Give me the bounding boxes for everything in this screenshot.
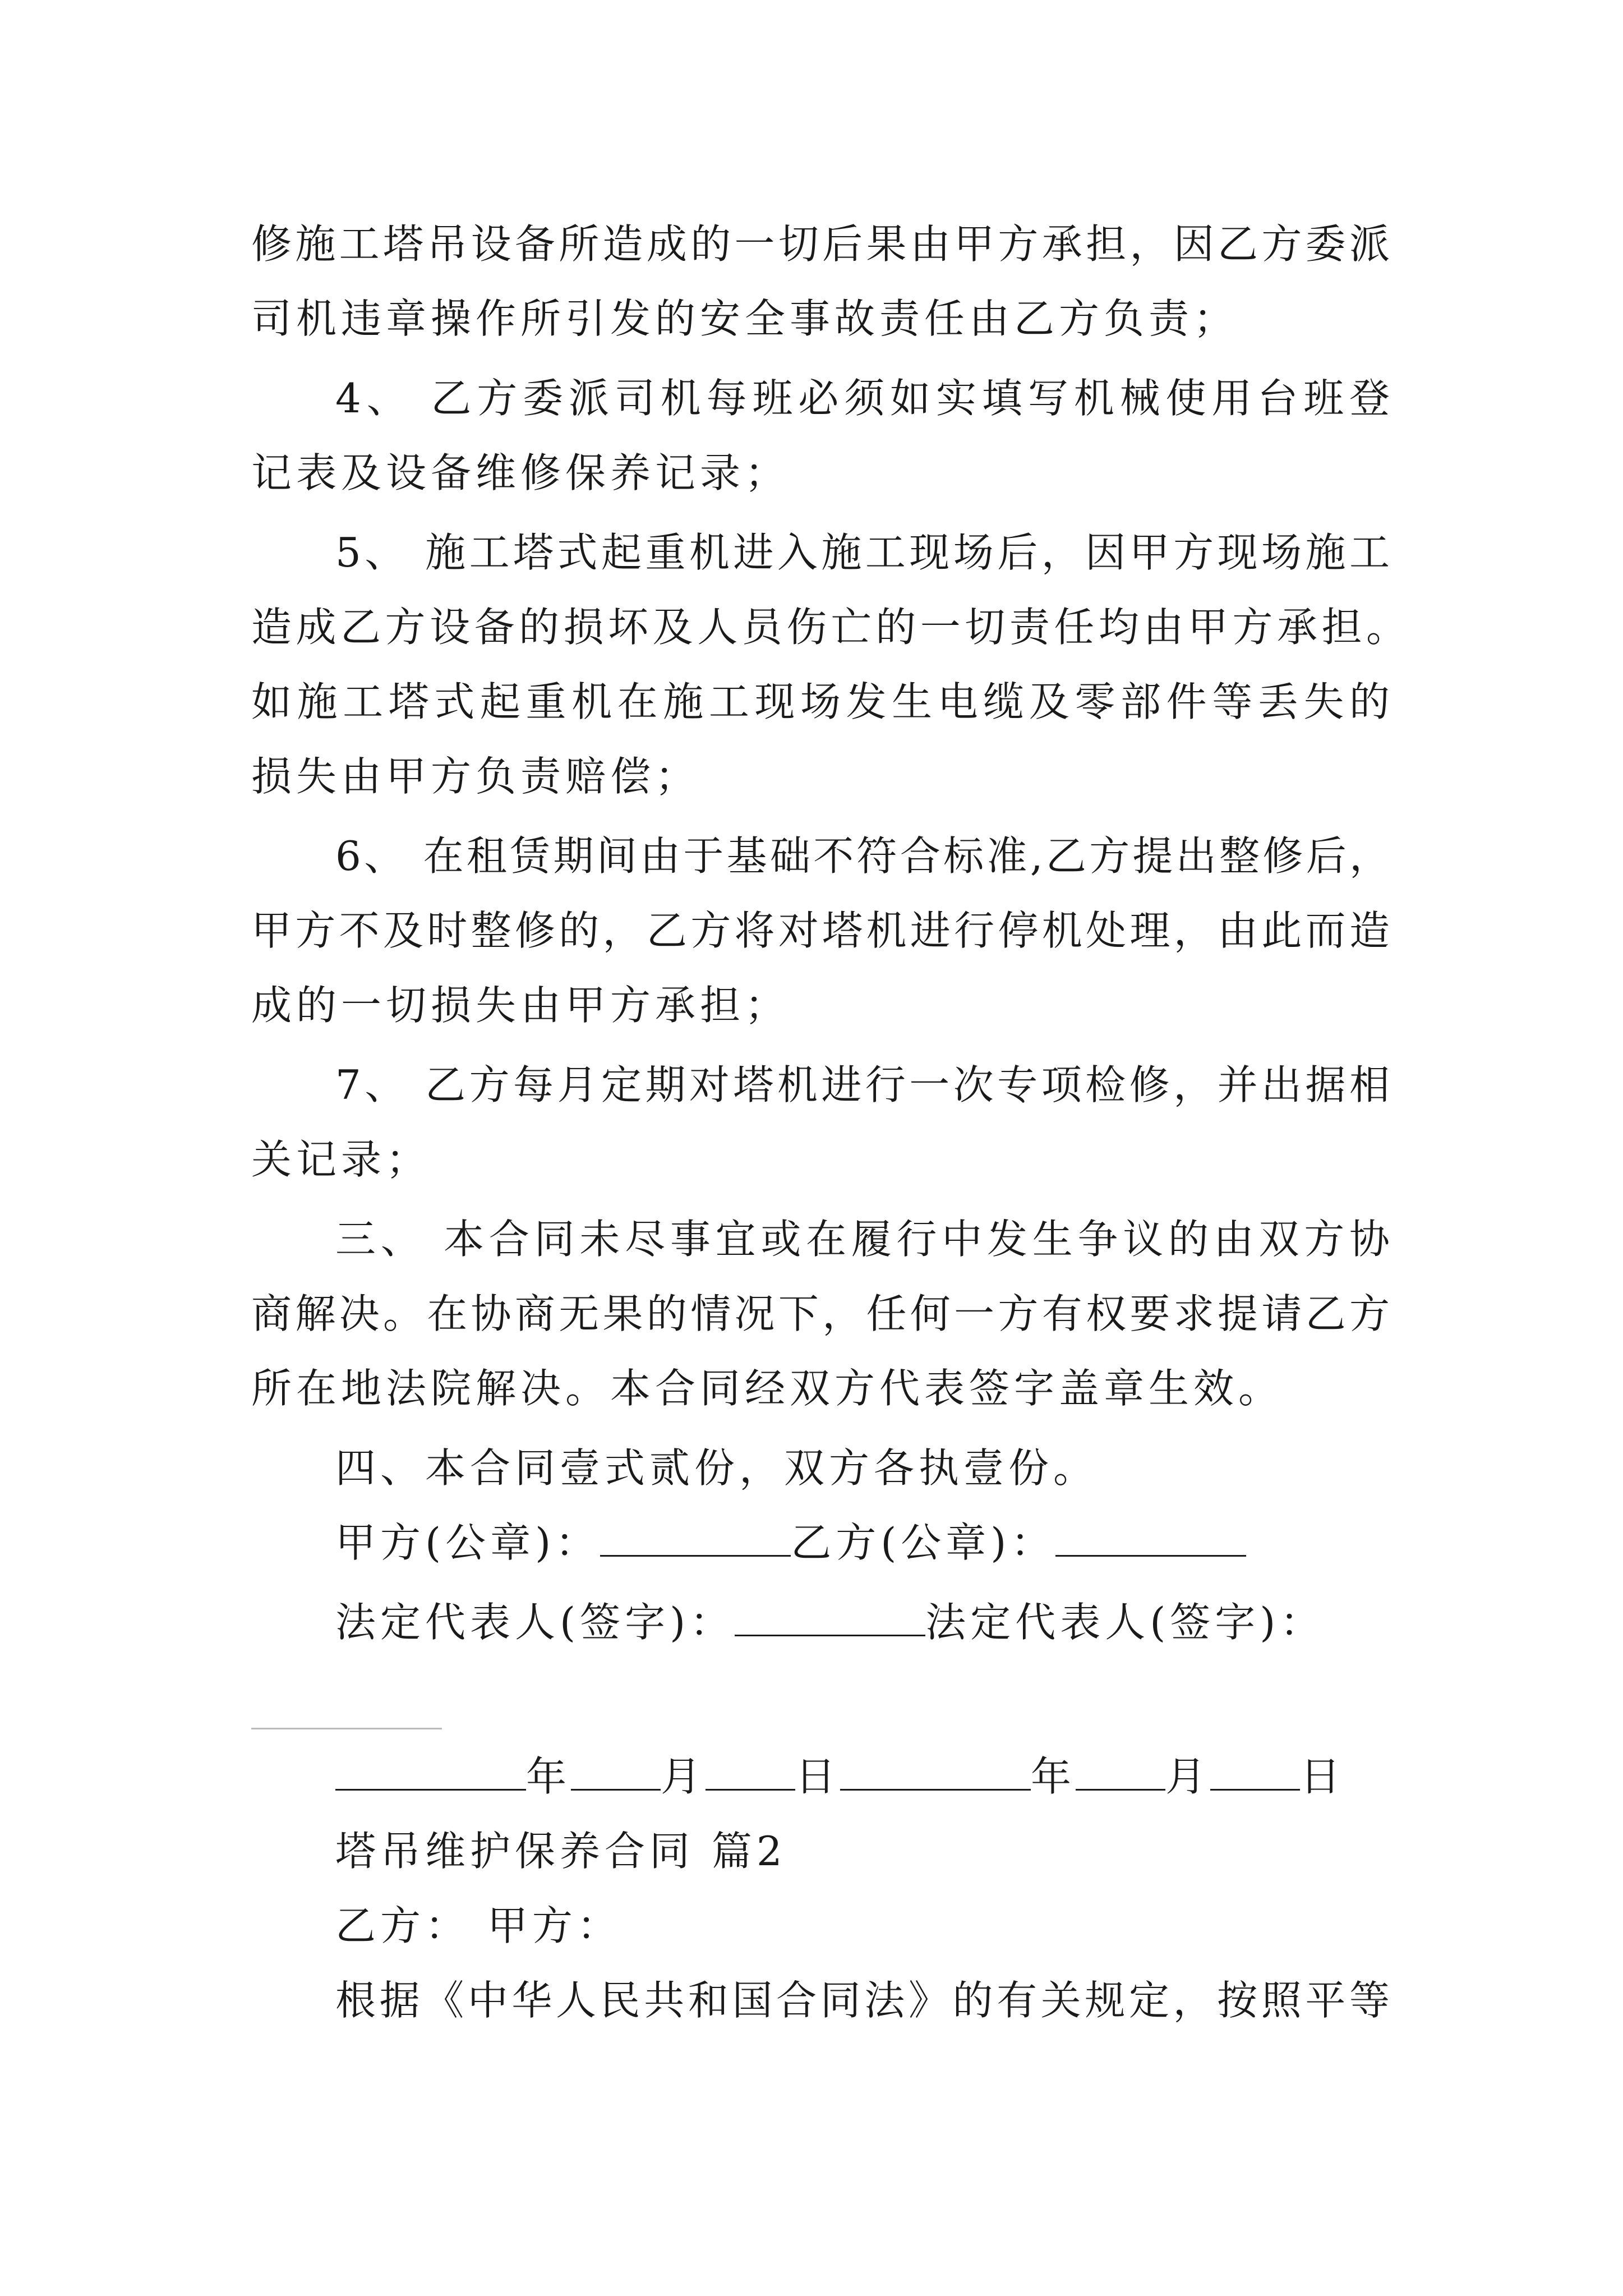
paragraph-line: 损失由甲方负责赔偿； [251,753,700,800]
paragraph-line: 司机违章操作所引发的安全事故责任由乙方负责； [251,295,1239,342]
section-4-line: 四、本合同壹式贰份，双方各执壹份。 [335,1444,1099,1492]
party-b-seal-blank [1055,1516,1246,1557]
date-b-day-label: 日 [1300,1753,1345,1800]
date-b-month-blank [1076,1750,1165,1791]
date-b-day-blank [1210,1750,1300,1791]
clause-5-line: 5、 施工塔式起重机进入施工现场后，因甲方现场施工 [335,529,1390,576]
representative-line [335,1594,1390,1650]
date-a-month-blank [571,1750,661,1791]
seal-line [335,1515,1390,1571]
date-a-year-label: 年 [526,1753,571,1800]
date-b-month-label: 月 [1165,1753,1211,1800]
paragraph-line: 记表及设备维修保养记录； [251,449,790,496]
parties-line: 乙方： 甲方： [335,1902,622,1949]
date-b-year-label: 年 [1031,1753,1076,1800]
date-a-year-blank [335,1750,526,1791]
party-b-rep-blank-continuation [251,1728,442,1729]
clause-6-line: 6、 在租赁期间由于基础不符合标准,乙方提出整修后， [335,832,1390,880]
date-a-day-label: 日 [795,1753,841,1800]
paragraph-line: 如施工塔式起重机在施工现场发生电缆及零部件等丢失的 [251,678,1390,725]
paragraph-line: 修施工塔吊设备所造成的一切后果由甲方承担，因乙方委派 [251,220,1390,268]
paragraph-line: 造成乙方设备的损坏及人员伤亡的一切责任均由甲方承担。 [251,604,1407,651]
date-line [335,1749,1390,1805]
date-a-month-label: 月 [661,1753,706,1800]
paragraph-line: 甲方不及时整修的，乙方将对塔机进行停机处理，由此而造 [251,907,1390,954]
party-b-rep-label: 法定代表人(签字)： [925,1599,1325,1646]
party-b-seal-label: 乙方(公章)： [791,1519,1056,1566]
paragraph-line: 成的一切损失由甲方承担； [251,982,790,1029]
section-3-line: 三、 本合同未尽事宜或在履行中发生争议的由双方协 [335,1216,1390,1263]
paragraph-line: 所在地法院解决。本合同经双方代表签字盖章生效。 [251,1365,1284,1412]
section-title: 塔吊维护保养合同 篇2 [335,1828,787,1875]
party-a-seal-label: 甲方(公章)： [335,1519,601,1566]
date-a-day-blank [706,1750,795,1791]
paragraph-line: 根据《中华人民共和国合同法》的有关规定，按照平等 [335,1977,1390,2024]
party-a-rep-label: 法定代表人(签字)： [335,1599,735,1646]
clause-4-line: 4、 乙方委派司机每班必须如实填写机械使用台班登 [335,375,1390,422]
date-b-year-blank [840,1750,1031,1791]
paragraph-line: 商解决。在协商无果的情况下，任何一方有权要求提请乙方 [251,1290,1390,1337]
clause-7-line: 7、 乙方每月定期对塔机进行一次专项检修，并出据相 [335,1061,1390,1108]
party-a-seal-blank [600,1516,791,1557]
party-a-rep-blank [735,1595,925,1636]
paragraph-line: 关记录； [251,1136,431,1183]
